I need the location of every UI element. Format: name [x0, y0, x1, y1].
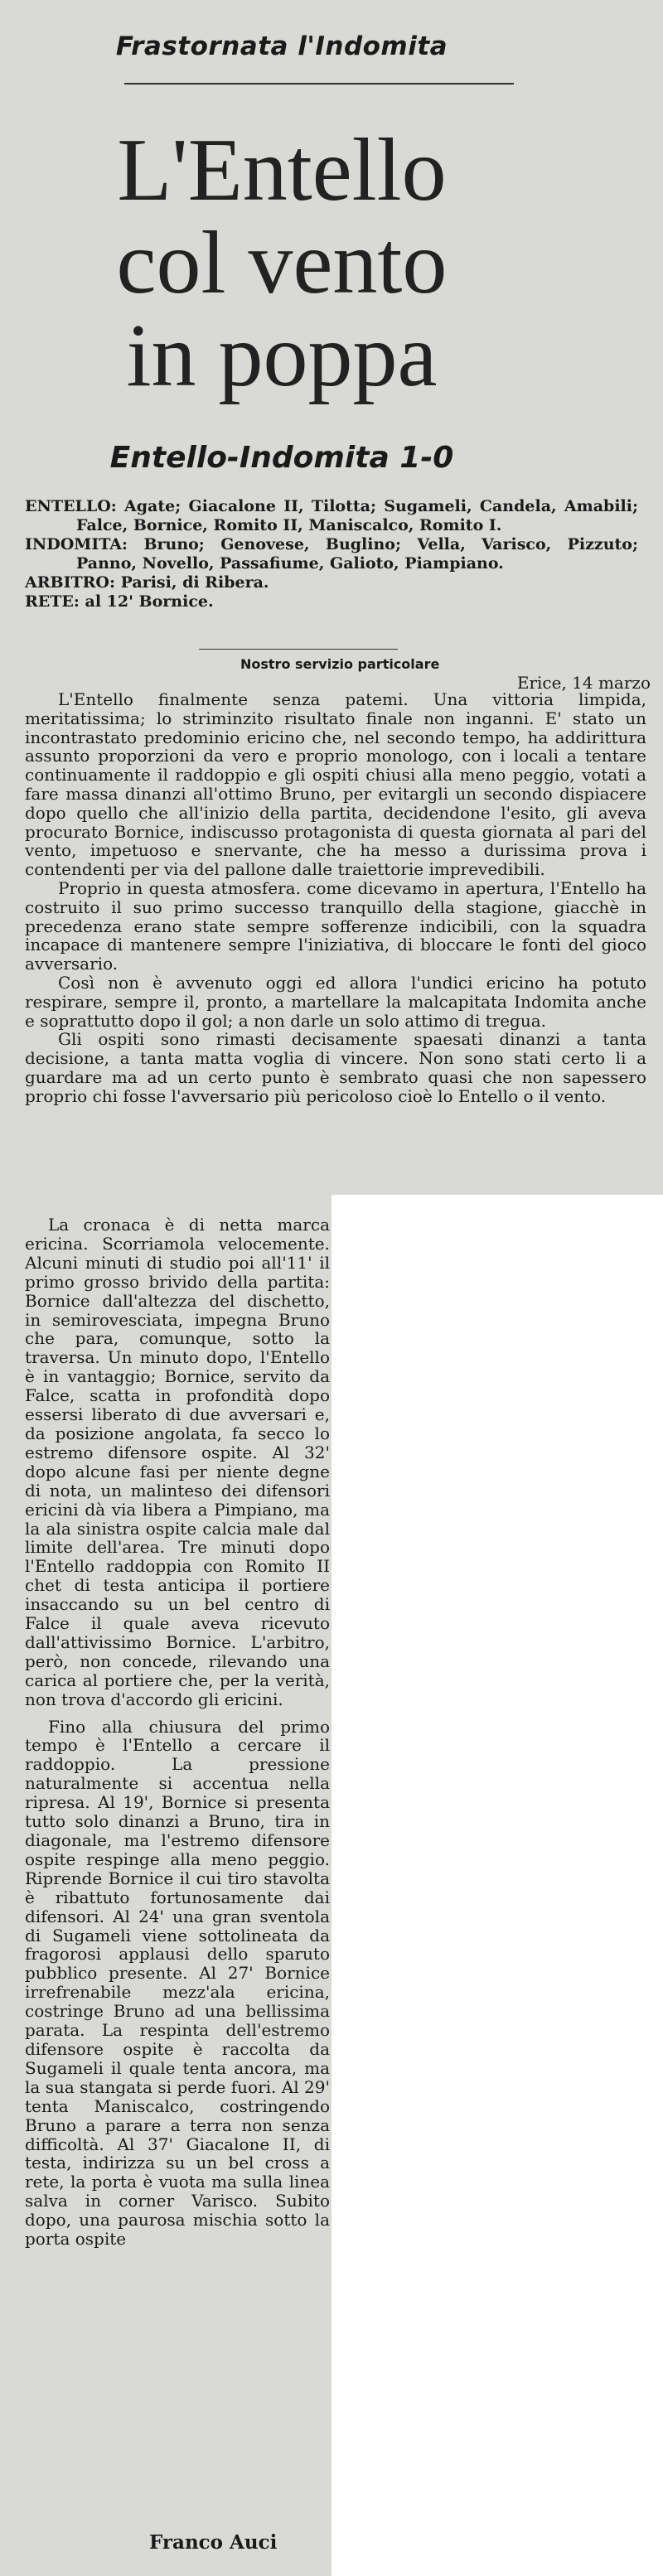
paragraph: Fino alla chiusura del primo tempo è l'Entello a cercare il raddoppio. La pressione naturalmente si accentua nella ripresa. Al 19', Bornice si presenta tutto solo dinanzi a Bruno, tira in diagonale, ma l'estremo difensore ospite respinge alla meno peggio. Riprende Bornice il cui tiro stavolta è ribattuto fortunosamente dai difensori. Al 24' una gran sventola di Sugameli viene sottolineata da fragorosi applausi dello sparuto pubblico presente. Al 27' Bornice irrefrenabile mezz'ala ericina, costringe Bruno ad una bellissima parata. La respinta dell'estremo difensore ospite è raccolta da Sugameli il quale tenta ancora, ma la sua stangata si perde fuori. Al 29' tenta Maniscalco, costringendo Bruno a parare a terra non senza difficoltà. Al 37' Giacalone II, di testa, indirizza su un bel cross a rete, la porta è vuota ma sulla linea salva in corner Varisco. Subito dopo, una paurosa mischia sotto la porta ospite: [25, 1716, 330, 2250]
referee: [25, 573, 638, 592]
team-label: ENTELLO:: [25, 497, 117, 515]
paragraph: La cronaca è di netta marca ericina. Scorriamola velocemente. Alcuni minuti di studio poi all'11' il primo grosso brivido della partita: Bornice dall'altezza del dischetto, in semirovesciata, impegna Bruno che para, comunque, sotto la traversa. Un minuto dopo, l'Entello è in vantaggio; Bornice, servito da Falce, scatta in profondità dopo essersi liberato di due avversari e, da posizione angolata, fa secco lo estremo difensore ospite. Al 32' dopo alcune fasi per niente degne di nota, un malinteso dei difensori ericini dà via libera a Pimpiano, ma la ala sinistra ospite calcia male dal limite dell'area. Tre minuti dopo l'Entello raddoppia con Romito II chet di testa anticipa il portiere insaccando su un bel centro di Falce il quale aveva ricevuto dall'attivissimo Bornice. L'arbitro, però, non concede, rilevando una carica al portiere che, per la verità, non trova d'accordo gli ericini.: [25, 1215, 330, 1709]
lineup-text: Agate; Giacalone II, Tilotta; Sugameli, Candela, Amabili; Falce, Bornice, Romito II, Maniscalco, Romito I.: [76, 497, 638, 534]
goal: [25, 592, 638, 611]
blank-margin: [332, 1195, 663, 2576]
article-body-wide: [25, 690, 646, 1106]
lineup-text: al 12' Bornice.: [85, 592, 214, 611]
service-label: Nostro servizio particolare: [240, 656, 440, 672]
paragraph: Proprio in questa atmosfera. come dicevamo in apertura, l'Entello ha costruito il suo primo successo tranquillo della stagione, giacchè in precedenza erano state sempre sofferenze indicibili, con la squadra incapace di mantenere sempre l'iniziativa, di bloccare le fonti del gioco avversario.: [25, 877, 646, 974]
lineup-text: Parisi, di Ribera.: [120, 573, 269, 592]
article-body-column: [25, 1216, 330, 2257]
kicker-rule: [124, 83, 514, 85]
dateline: Erice, 14 marzo: [516, 673, 651, 693]
headline: [33, 121, 530, 405]
headline-line-2: col vento: [116, 214, 448, 312]
section-rule: [199, 649, 398, 650]
byline: Franco Auci: [149, 2531, 278, 2554]
kicker: Frastornata l'Indomita: [115, 31, 448, 61]
team-label: INDOMITA:: [25, 535, 128, 553]
lineup-indomita: [25, 535, 638, 573]
paragraph: L'Entello finalmente senza patemi. Una vittoria limpida, meritatissima; lo striminzito risultato finale non inganni. E' stato un incontrastato predominio ericino che, nel secondo tempo, ha addirittura assunto proporzioni da vero e proprio monologo, con i locali a tentare continuamente il raddoppio e gli ospiti chiusi alla meno peggio, votati a fare massa dinanzi all'ottimo Bruno, per evitargli un secondo dispiacere dopo quello che all'inizio della partita, decidendone l'esito, gli aveva procurato Bornice, indiscusso protagonista di questa giornata al pari del vento, impetuoso e snervante, che ha messo a durissima prova i contendenti per via del pallone dalle traiettorie imprevedibili.: [25, 689, 646, 880]
team-label: RETE:: [25, 592, 80, 611]
lineup-text: Bruno; Genovese, Buglino; Vella, Varisco, Pizzuto; Panno, Novello, Passafiume, Galioto, Piampiano.: [76, 535, 638, 573]
lineups: [25, 497, 638, 611]
headline-line-3: in poppa: [126, 307, 438, 405]
headline-line-1: L'Entello: [117, 121, 447, 220]
lineup-entello: [25, 497, 638, 535]
paragraph: Gli ospiti sono rimasti decisamente spaesati dinanzi a tanta decisione, a tanta matta voglia di vincere. Non sono stati certo li a guardare ma ad un certo punto è sembrato quasi che non sapessero proprio chi fosse l'avversario più pericoloso cioè lo Entello o il vento.: [25, 1029, 646, 1106]
team-label: ARBITRO:: [25, 573, 115, 592]
paragraph: Così non è avvenuto oggi ed allora l'undici ericino ha potuto respirare, sempre il, pronto, a martellare la malcapitata Indomita anche e soprattutto dopo il gol; a non darle un solo attimo di tregua.: [25, 972, 646, 1031]
match-result: Entello-Indomita 1-0: [109, 441, 454, 475]
